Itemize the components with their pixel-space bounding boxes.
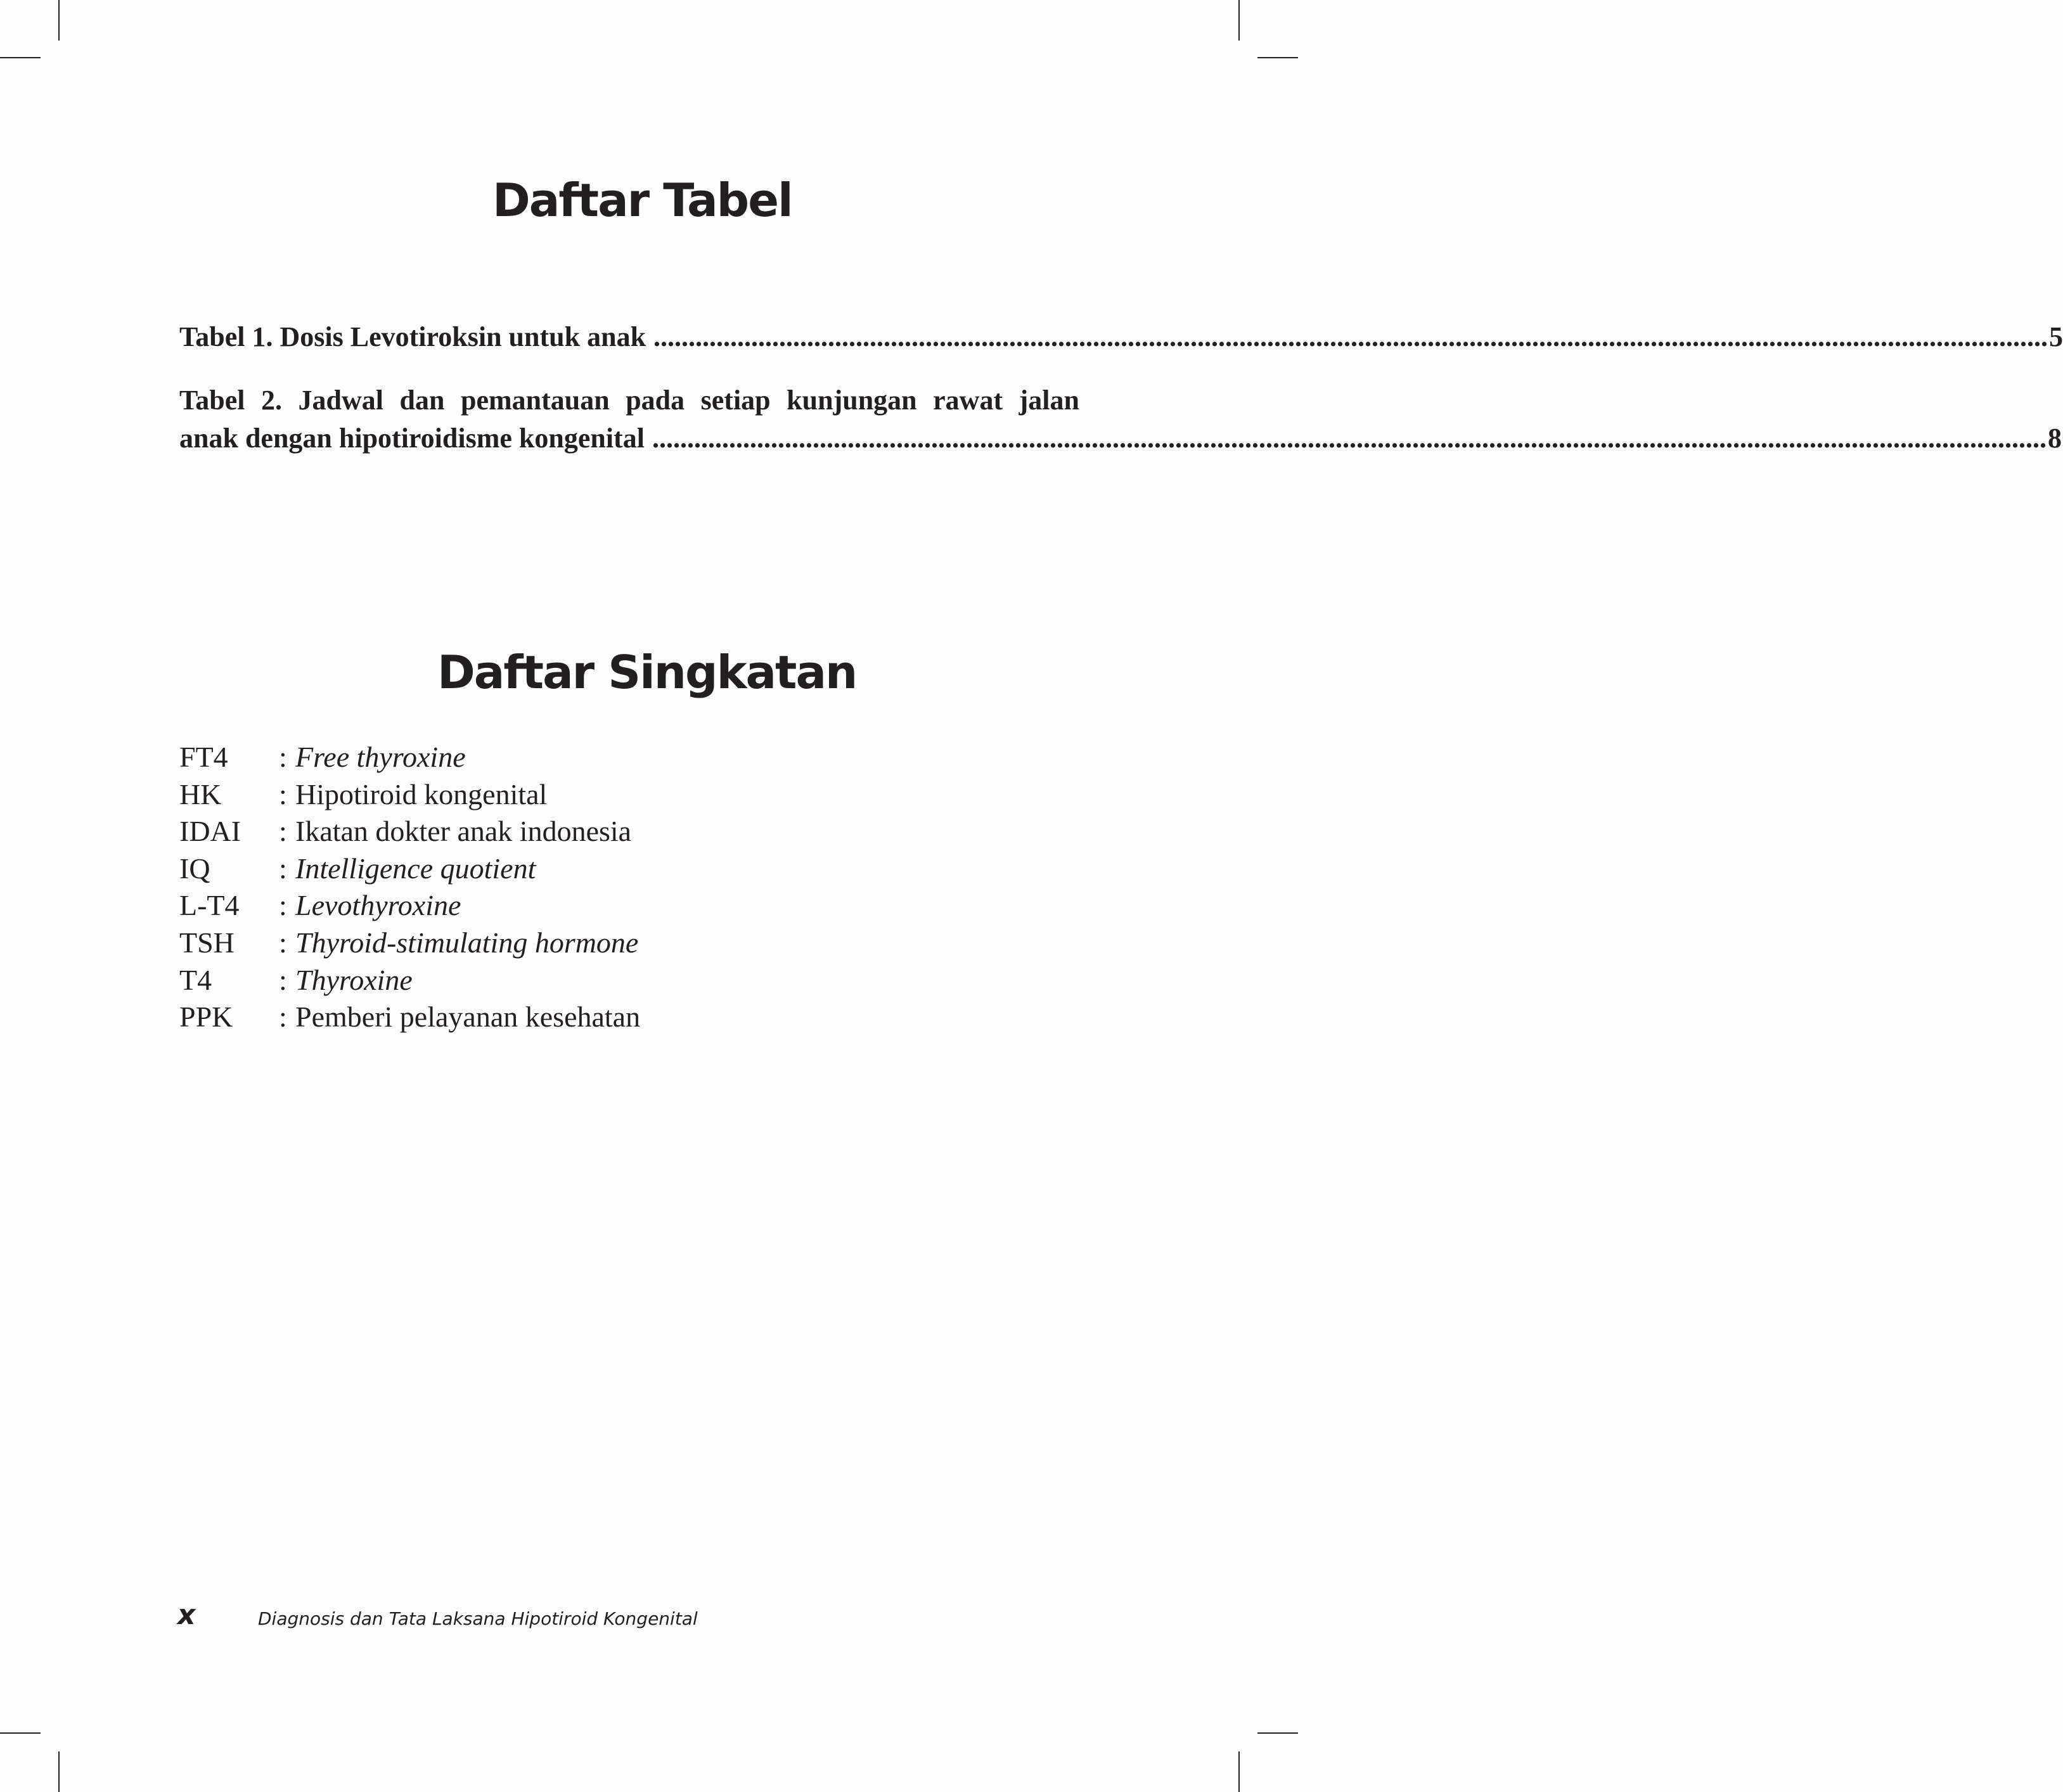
toc-entry-word: pada	[626, 385, 685, 416]
toc-leader-dots: ........................................................................................................................................................................................................	[653, 321, 2048, 352]
abbreviation-definition: Thyroxine	[295, 963, 413, 996]
abbreviation-definition: Levothyroxine	[295, 889, 461, 922]
toc-entry-word: Jadwal	[298, 385, 384, 416]
abbreviation-code: L-T4	[179, 889, 240, 922]
abbreviation-separator: :	[279, 815, 287, 848]
table-list-entry[interactable]	[179, 381, 2062, 458]
abbreviation-row	[179, 813, 640, 850]
abbreviation-code: HK	[179, 778, 222, 810]
daftar-tabel-heading-text: Daftar Tabel	[492, 174, 792, 227]
abbreviation-separator: :	[279, 889, 287, 922]
abbreviation-row	[179, 850, 640, 888]
toc-page-number: 5	[2049, 321, 2063, 352]
abbreviation-separator: :	[279, 1001, 287, 1034]
running-footer-title: Diagnosis dan Tata Laksana Hipotiroid Kongenital	[258, 1608, 698, 1629]
abbreviation-definition: Ikatan dokter anak indonesia	[295, 815, 632, 848]
abbreviation-code: T4	[179, 963, 212, 996]
abbreviation-list	[179, 739, 640, 1036]
toc-leader-dots: ........................................................................................................................................................................................................	[652, 423, 2047, 454]
abbreviation-separator: :	[279, 963, 287, 996]
abbreviation-definition: Pemberi pelayanan kesehatan	[295, 1001, 641, 1034]
toc-entry-word: rawat	[933, 385, 1003, 416]
crop-mark	[0, 1732, 41, 1734]
abbreviation-definition: Intelligence quotient	[295, 852, 536, 885]
abbreviation-row	[179, 962, 640, 999]
toc-entry-title-line1	[179, 381, 1079, 419]
abbreviation-code: FT4	[179, 741, 228, 773]
abbreviation-row	[179, 739, 640, 776]
toc-entry-word: dan	[399, 385, 445, 416]
abbreviation-row	[179, 887, 640, 925]
abbreviation-separator: :	[279, 778, 287, 810]
toc-entry-word: jalan	[1019, 385, 1079, 416]
toc-page-number: 8	[2047, 423, 2062, 454]
abbreviation-code: IQ	[179, 852, 210, 885]
abbreviation-definition: Hipotiroid kongenital	[295, 778, 548, 810]
crop-mark	[58, 1751, 60, 1792]
toc-entry-word: 2.	[261, 385, 283, 416]
abbreviation-definition: Free thyroxine	[295, 741, 466, 773]
crop-mark	[0, 57, 41, 58]
abbreviation-code: IDAI	[179, 815, 241, 848]
abbreviation-row	[179, 925, 640, 962]
abbreviation-separator: :	[279, 741, 287, 773]
page-number: x	[177, 1599, 196, 1631]
crop-mark	[1238, 1751, 1240, 1792]
toc-entry-title-line2: anak dengan hipotiroidisme kongenital	[179, 423, 645, 454]
crop-mark	[1238, 0, 1240, 41]
abbreviation-code: PPK	[179, 1001, 233, 1034]
toc-entry-word: Tabel	[179, 385, 245, 416]
abbreviation-row	[179, 776, 640, 814]
crop-mark	[1257, 1732, 1298, 1734]
abbreviation-separator: :	[279, 926, 287, 959]
abbreviation-code: TSH	[179, 926, 235, 959]
abbreviation-row	[179, 999, 640, 1036]
daftar-singkatan-heading-text: Daftar Singkatan	[437, 646, 857, 699]
toc-entry-title: Tabel 1. Dosis Levotiroksin untuk anak	[179, 321, 646, 352]
table-list-entry[interactable]	[179, 318, 2063, 356]
crop-mark	[58, 0, 60, 41]
abbreviation-definition: Thyroid-stimulating hormone	[295, 926, 639, 959]
toc-entry-word: kunjungan	[787, 385, 917, 416]
crop-mark	[1257, 57, 1298, 58]
abbreviation-separator: :	[279, 852, 287, 885]
toc-entry-word: setiap	[700, 385, 771, 416]
toc-entry-word: pemantauan	[460, 385, 610, 416]
